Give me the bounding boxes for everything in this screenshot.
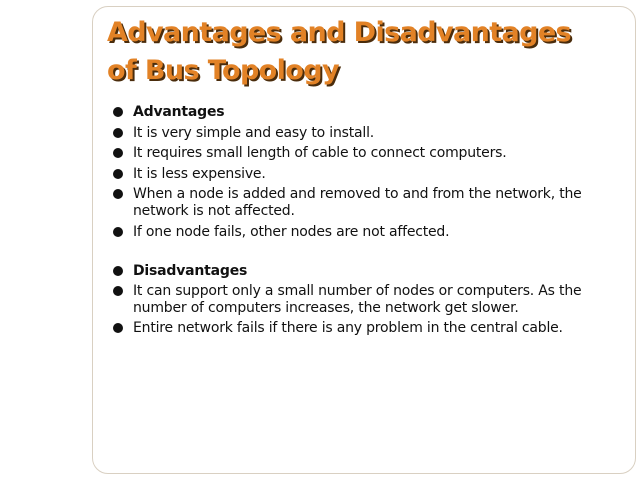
bullet-text: If one node fails, other nodes are not affected.	[133, 224, 450, 240]
bullet-item	[111, 283, 616, 316]
bullet-text: It is less expensive.	[133, 165, 266, 182]
bullet-advantages-heading	[111, 104, 616, 121]
bullet-icon	[113, 266, 123, 276]
bullet-item	[111, 166, 616, 183]
bullet-icon	[113, 323, 123, 333]
bullet-icon	[113, 107, 123, 117]
bullet-icon	[113, 227, 123, 237]
bullet-icon	[113, 189, 123, 199]
bullet-text: Advantages	[133, 104, 225, 120]
bullet-item	[111, 125, 616, 142]
bullet-icon	[113, 286, 123, 296]
bullet-text: Entire network fails if there is any problem in the central cable.	[133, 320, 563, 336]
bullet-item	[111, 186, 616, 219]
bullet-text: It requires small length of cable to connect computers.	[133, 145, 507, 161]
bullet-text: It can support only a small number of nodes or computers. As the number of computers increases, the network get slower.	[133, 283, 582, 316]
bullet-disadvantages-heading	[111, 263, 616, 280]
bullet-item	[111, 224, 616, 241]
bullet-item	[111, 320, 616, 337]
bullet-icon	[113, 128, 123, 138]
bullet-icon	[113, 148, 123, 158]
bullet-list	[111, 104, 616, 337]
bullet-text: When a node is added and removed to and from the network, the network is not affected.	[133, 186, 582, 219]
bullet-icon	[113, 169, 123, 179]
bullet-text: Disadvantages	[133, 262, 248, 279]
bullet-text: It is very simple and easy to install.	[133, 124, 375, 141]
slide-title: Advantages and Disadvantages of Bus Topology	[107, 17, 572, 86]
bullet-item	[111, 145, 616, 162]
